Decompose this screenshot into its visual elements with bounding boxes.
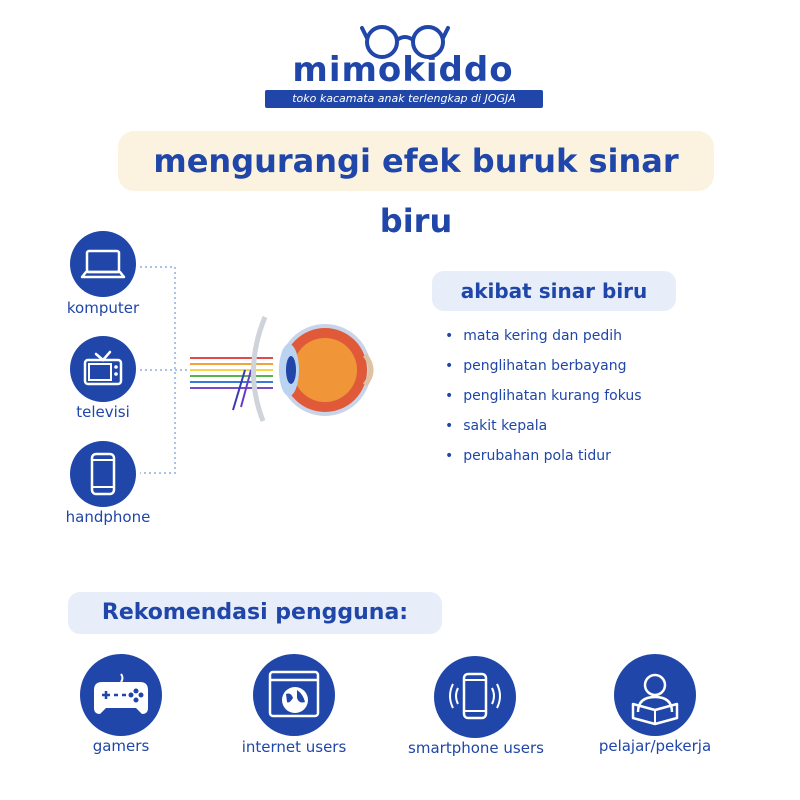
brand-tagline: toko kacamata anak terlengkap di JOGJA	[265, 90, 543, 108]
smartphone-vibrate-icon	[434, 656, 516, 738]
device-komputer	[70, 231, 136, 297]
user-label-smartphone: smartphone users	[408, 739, 544, 757]
device-televisi	[70, 336, 136, 402]
effect-item: • perubahan pola tidur	[445, 448, 611, 464]
effect-item: • penglihatan kurang fokus	[445, 388, 642, 404]
user-gamers	[80, 654, 162, 736]
user-internet	[253, 654, 335, 736]
eye-diagram-icon	[185, 315, 385, 425]
effects-title: akibat sinar biru	[460, 279, 648, 303]
gamepad-icon	[80, 654, 162, 736]
tv-icon	[70, 336, 136, 402]
brand-name: mimokiddo	[292, 50, 514, 90]
device-label-televisi: televisi	[76, 403, 130, 421]
user-smartphone	[434, 656, 516, 738]
laptop-icon	[70, 231, 136, 297]
device-label-handphone: handphone	[65, 508, 151, 526]
device-label-komputer: komputer	[66, 299, 140, 317]
page-title: mengurangi efek buruk sinar biru	[153, 142, 679, 240]
user-label-gamers: gamers	[92, 737, 150, 755]
effect-item: • mata kering dan pedih	[445, 328, 622, 344]
effect-item: • penglihatan berbayang	[445, 358, 627, 374]
user-pelajar	[614, 654, 696, 736]
smartphone-icon	[70, 441, 136, 507]
device-handphone	[70, 441, 136, 507]
user-label-pelajar: pelajar/pekerja	[598, 737, 712, 755]
globe-browser-icon	[253, 654, 335, 736]
recommendation-title: Rekomendasi pengguna:	[101, 600, 409, 625]
user-label-internet: internet users	[241, 738, 347, 756]
effect-item: • sakit kepala	[445, 418, 547, 434]
reader-icon	[614, 654, 696, 736]
